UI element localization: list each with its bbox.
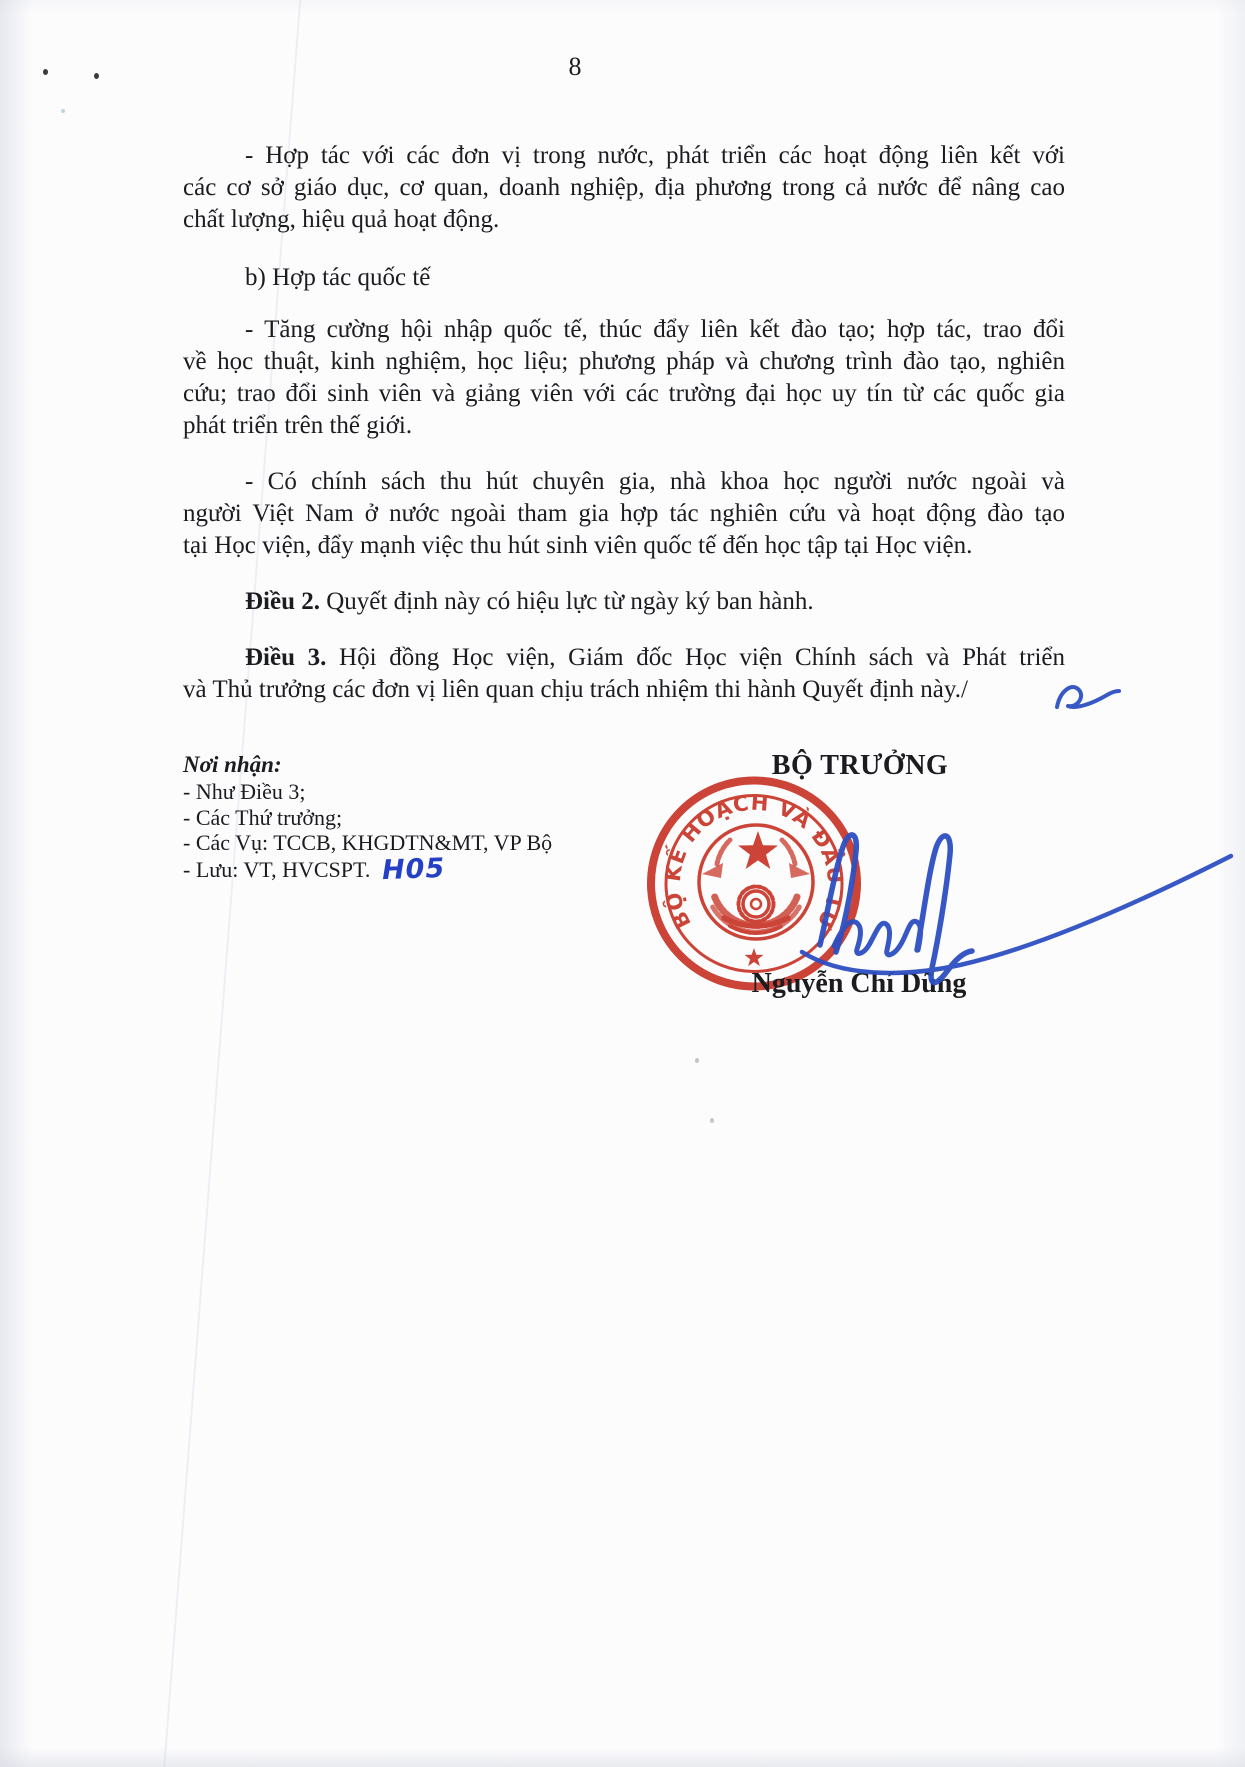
page-number: 8: [568, 52, 582, 81]
text-line: về học thuật, kinh nghiệm, học liệu; phương pháp và chương trình đào tạo, nghiên: [183, 348, 1065, 375]
article-3: [183, 642, 1065, 706]
article-3-text: Hội đồng Học viện, Giám đốc Học viện Chính sách và Phát triển: [326, 644, 1065, 671]
paragraph-expert-attraction: [183, 466, 1065, 562]
handwritten-archive-note: H05: [381, 852, 447, 886]
recipients-block: [183, 750, 553, 886]
recipients-header: Nơi nhận:: [183, 752, 282, 777]
recipient-item: - Như Điều 3;: [183, 779, 306, 804]
seal-cogwheel-hub: [751, 899, 761, 909]
scan-speck: [695, 1058, 699, 1063]
scan-speck: [61, 109, 65, 113]
article-3-label: Điều 3.: [245, 644, 327, 671]
seal-ring-text: BỘ KẾ HOẠCH VÀ ĐẦU TƯ: [660, 790, 848, 933]
article-2-text: Quyết định này có hiệu lực từ ngày ký ban hành.: [320, 588, 814, 615]
text-line: cứu; trao đổi sinh viên và giảng viên với các trường đại học uy tín từ các quốc gia: [183, 380, 1065, 407]
paragraph-international-integration: [183, 314, 1065, 442]
signature-stroke: [917, 836, 972, 983]
seal-wreath-arc: [782, 840, 795, 864]
signature-paraph: [1057, 687, 1119, 707]
text-line: - Tăng cường hội nhập quốc tế, thúc đẩy liên kết đào tạo; hợp tác, trao đổi: [245, 316, 1065, 343]
scan-speck: [94, 73, 99, 79]
recipient-item-text: - Lưu: VT, HVCSPT.: [183, 856, 371, 882]
seal-wing-left: [702, 863, 723, 878]
text-line: chất lượng, hiệu quả hoạt động.: [183, 206, 500, 233]
recipient-item: - Các Vụ: TCCB, KHGDTN&MT, VP Bộ: [183, 830, 553, 855]
scan-speck: [43, 69, 48, 75]
document-body: [183, 140, 1065, 706]
article-2: [183, 586, 1065, 618]
seal-wing-right: [789, 863, 810, 878]
text-line: - Có chính sách thu hút chuyên gia, nhà khoa học người nước ngoài và: [245, 468, 1065, 495]
heading-international-cooperation: [183, 262, 1065, 294]
text-line: [183, 586, 1065, 618]
text-line: [183, 642, 1065, 674]
text-line: phát triển trên thế giới.: [183, 412, 413, 439]
text-line: người Việt Nam ở nước ngoài tham gia hợp tác nghiên cứu và hoạt động đào tạo: [183, 500, 1065, 527]
text-line: các cơ sở giáo dục, cơ quan, doanh nghiệp, địa phương trong cả nước để nâng cao: [183, 174, 1065, 201]
signer-name: Nguyễn Chí Dũng: [751, 968, 967, 999]
text-line: và Thủ trưởng các đơn vị liên quan chịu trách nhiệm thi hành Quyết định này./: [183, 676, 968, 703]
text-line: tại Học viện, đẩy mạnh việc thu hút sinh viên quốc tế đến học tập tại Học viện.: [183, 532, 973, 559]
seal-bottom-star: [744, 948, 763, 966]
signer-title: BỘ TRƯỞNG: [771, 750, 949, 781]
article-2-label: Điều 2.: [245, 588, 320, 615]
text-line: - Hợp tác với các đơn vị trong nước, phát triển các hoạt động liên kết với: [245, 142, 1065, 169]
text-line: b) Hợp tác quốc tế: [245, 264, 431, 291]
scan-speck: [710, 1118, 714, 1123]
paragraph-domestic-cooperation: [183, 140, 1065, 236]
seal-wreath-arc: [717, 840, 730, 864]
recipient-item: - Các Thứ trưởng;: [183, 804, 343, 830]
recipient-item: [183, 852, 552, 886]
seal-cogwheel: [743, 891, 769, 917]
seal-emblem-star: [738, 831, 778, 869]
